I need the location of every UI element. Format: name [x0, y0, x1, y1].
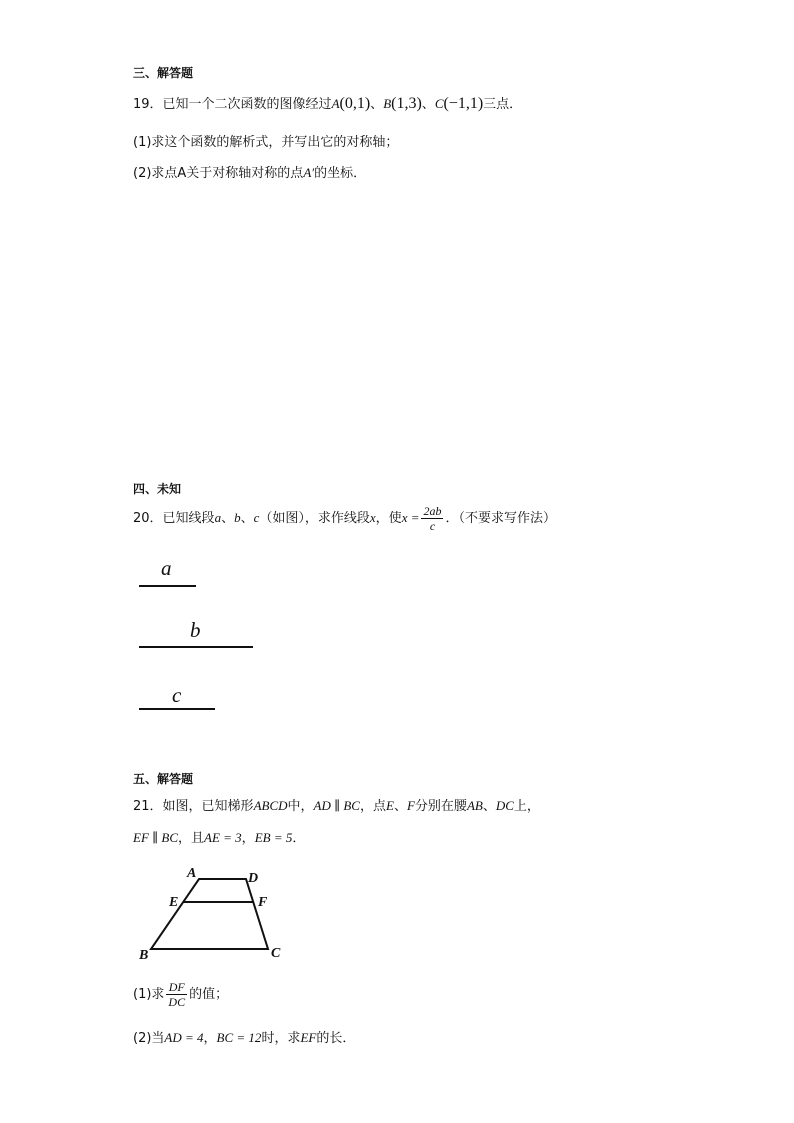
vertex-label-b: B	[139, 948, 149, 963]
vertex-label-d: D	[248, 871, 259, 886]
section-title-4: 四、未知	[133, 482, 182, 496]
vertex-label-e: E	[169, 895, 179, 910]
question-19-part-2: (2)求点A关于对称轴对称的点A′的坐标．	[133, 165, 367, 181]
vertex-label-f: F	[258, 895, 268, 910]
question-21-part-1: (1)求 $\frac{DF}{DC}$ 的值；	[133, 980, 229, 1009]
fraction-df-over-dc: $\frac{DF}{DC}$	[168, 980, 186, 1009]
segment-a	[139, 585, 196, 587]
segment-label-b: b	[190, 618, 201, 642]
question-21-part-2: (2)当AD = 4，BC = 12时，求EF的长．	[133, 1030, 356, 1046]
question-21-stem-line-1: 21．如图，已知梯形ABCD中，AD ∥ BC，点E、F分别在腰AB、DC上，	[133, 798, 540, 814]
segment-label-a: a	[161, 556, 172, 580]
segment-c	[139, 708, 215, 710]
trapezoid-figure	[130, 860, 300, 970]
trapezoid-abcd	[151, 879, 268, 949]
vertex-label-a: A	[187, 866, 197, 881]
vertex-label-c: C	[271, 946, 281, 961]
section-title-3: 三、解答题	[133, 66, 194, 80]
question-19-stem: 19．已知一个二次函数的图像经过A(0,1)、B(1,3)、C(−1,1)三点．	[133, 95, 523, 112]
question-21-stem-line-2: EF ∥ BC，且AE = 3，EB = 5．	[133, 830, 306, 846]
section-title-5: 五、解答题	[133, 772, 194, 786]
question-20-stem: 20．已知线段a、b、c（如图），求作线段x，使x = $\frac{2ab}{c}$ ．（不要求写作法）	[133, 504, 556, 533]
fraction-2ab-over-c: $\frac{2ab}{c}$	[423, 504, 442, 533]
question-19-part-1: (1)求这个函数的解析式，并写出它的对称轴；	[133, 135, 399, 150]
segment-label-c: c	[172, 683, 182, 707]
segment-b	[139, 646, 253, 648]
question-number: 19．	[133, 97, 163, 112]
question-number: 20．	[133, 511, 163, 526]
question-number: 21．	[133, 799, 163, 814]
